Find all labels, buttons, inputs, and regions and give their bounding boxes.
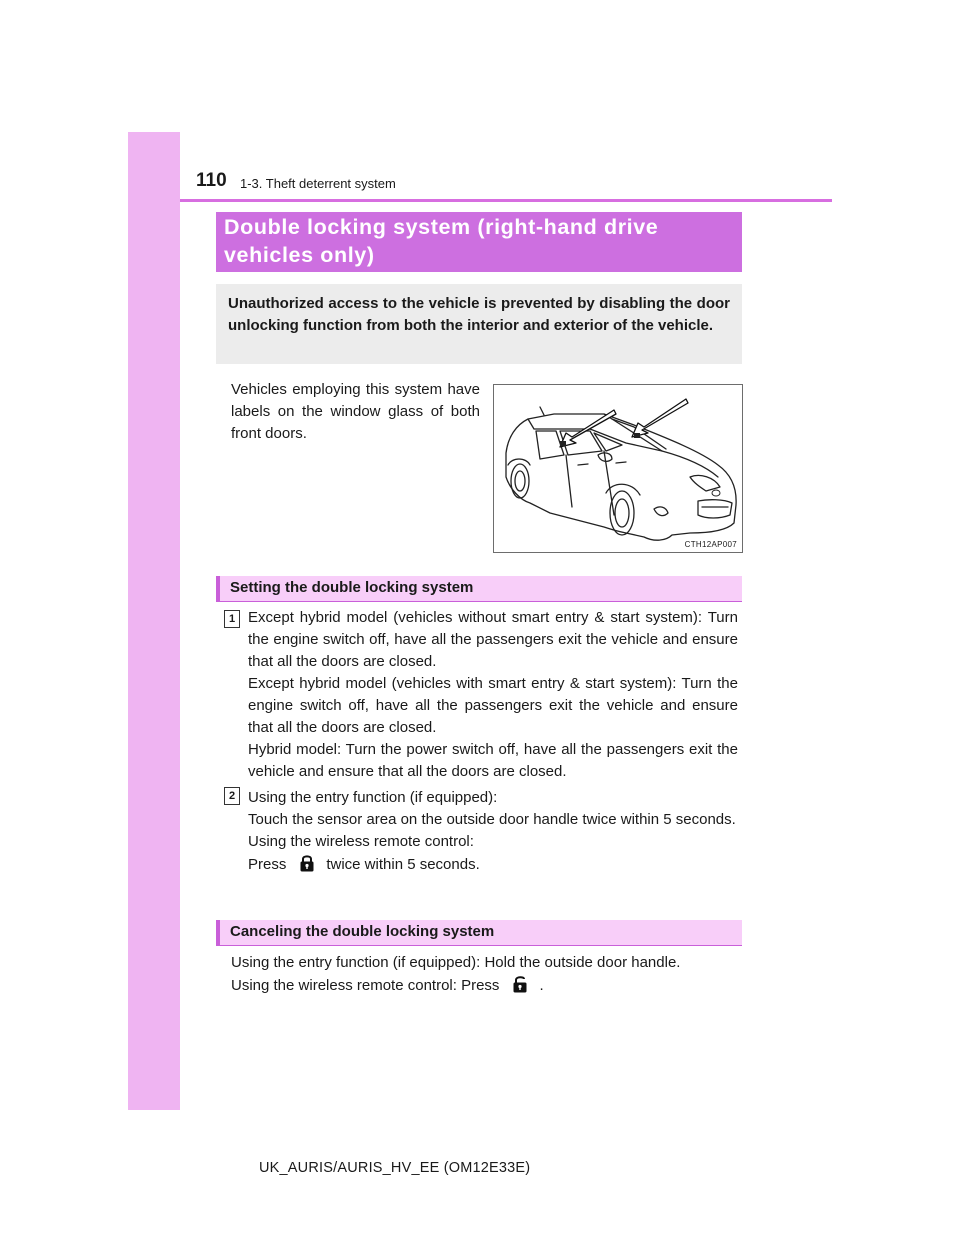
cancel-press-prefix: Using the wireless remote control: Press: [231, 977, 500, 994]
step-1-paragraph: Except hybrid model (vehicles with smart entry & start system): Turn the engine switch off, have all the passengers exit the vehicle and ensure that all the doors are closed.: [248, 675, 738, 736]
page-number: 110: [196, 170, 227, 191]
cancel-heading: Canceling the double locking system: [216, 920, 742, 946]
chapter-side-tab: [128, 132, 180, 1110]
step-2-badge: 2: [224, 787, 240, 805]
remote-control-label: Using the wireless remote control:: [248, 833, 474, 850]
labels-text: Vehicles employing this system have labels on the window glass of both front doors.: [231, 381, 480, 442]
entry-function-text: Touch the sensor area on the outside door handle twice within 5 seconds.: [248, 811, 736, 828]
intro-box: [216, 284, 742, 364]
page-title-line-2: vehicles only): [224, 243, 375, 267]
cancel-press-suffix: .: [539, 977, 544, 994]
press-lock-line: [248, 853, 738, 876]
step-1-text: [248, 607, 738, 783]
press-suffix: twice within 5 seconds.: [326, 856, 480, 873]
step-2-text: [248, 787, 738, 876]
setting-heading: Setting the double locking system: [216, 576, 742, 602]
step-1-badge: 1: [224, 610, 240, 628]
cancel-remote-line: [231, 974, 741, 997]
lock-icon: [296, 853, 318, 873]
step-1-paragraph: Hybrid model: Turn the power switch off, have all the passengers exit the vehicle and ensure that all the doors are closed.: [248, 741, 738, 780]
car-with-window-label-arrows-illustration: [494, 385, 742, 552]
entry-function-label: Using the entry function (if equipped):: [248, 789, 498, 806]
page-title: [216, 212, 742, 272]
page-title-line-1: Double locking system (right-hand drive: [224, 215, 659, 239]
step-1-paragraph: Except hybrid model (vehicles without smart entry & start system): Turn the engine switch off, have all the passengers exit the vehicle and ensure that all the doors are closed.: [248, 609, 738, 670]
press-prefix: Press: [248, 856, 287, 873]
cancel-text: [231, 952, 741, 997]
header-rule: [180, 199, 832, 202]
footer-model-code: UK_AURIS/AURIS_HV_EE (OM12E33E): [259, 1160, 531, 1176]
unlock-icon: [509, 974, 531, 994]
section-label: 1-3. Theft deterrent system: [240, 176, 396, 191]
cancel-entry-line: Using the entry function (if equipped): Hold the outside door handle.: [231, 954, 681, 971]
car-figure: [493, 384, 743, 553]
figure-code: CTH12AP007: [684, 540, 737, 549]
intro-text: Unauthorized access to the vehicle is prevented by disabling the door unlocking function from both the interior and exterior of the vehicle.: [228, 295, 730, 334]
